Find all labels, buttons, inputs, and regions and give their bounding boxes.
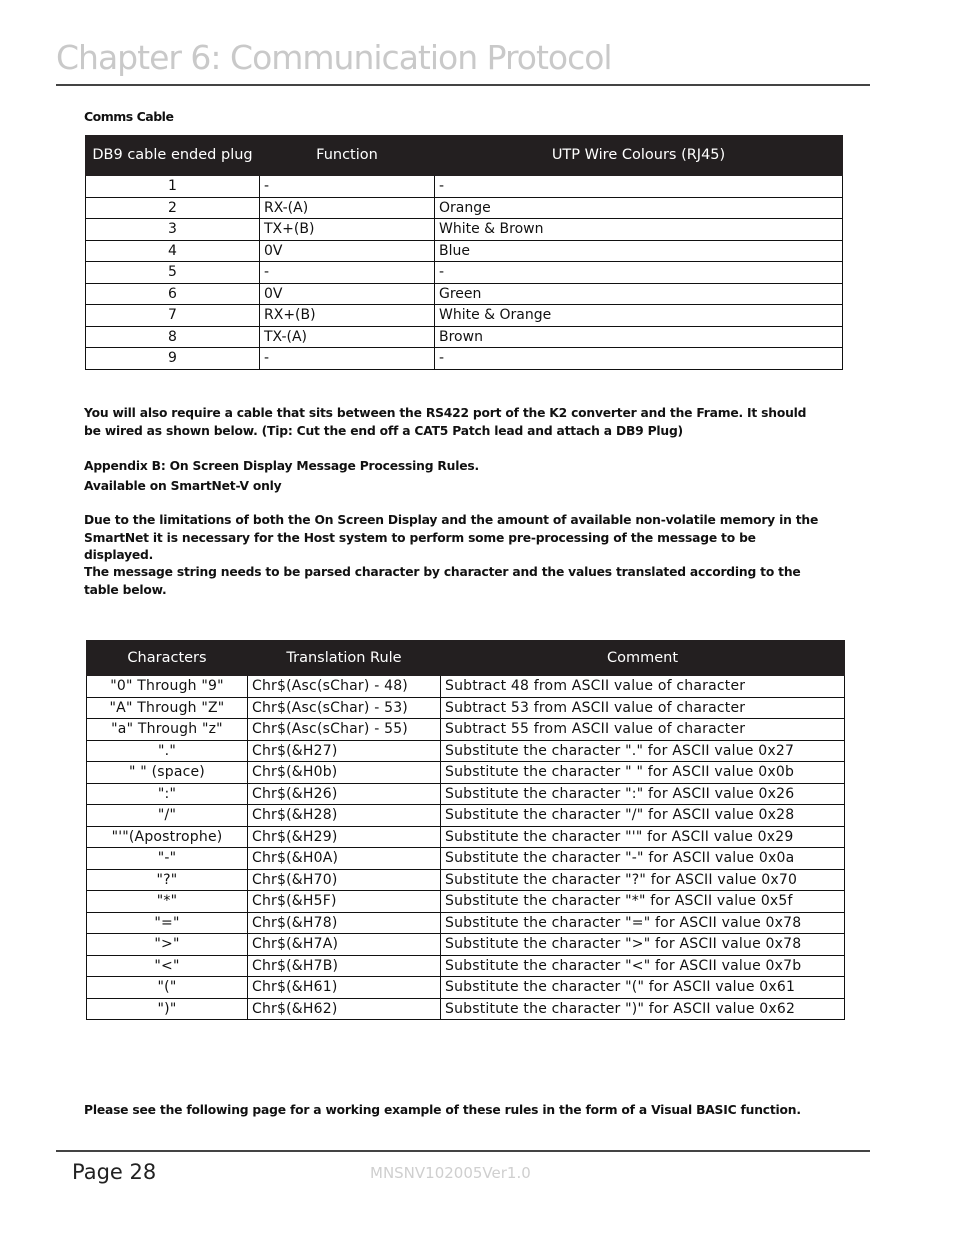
cell-characters: "?"	[87, 869, 248, 891]
column-header-comment: Comment	[441, 641, 845, 676]
cell-translation-rule: Chr$(&H62)	[248, 998, 441, 1020]
cell-db9-pin: 3	[86, 219, 260, 241]
cell-characters: "0" Through "9"	[87, 676, 248, 698]
cable-table-row	[86, 219, 843, 241]
cell-translation-rule: Chr$(&H61)	[248, 977, 441, 999]
translation-table-row	[87, 848, 845, 870]
cell-db9-pin: 4	[86, 240, 260, 262]
translation-table-row	[87, 891, 845, 913]
cell-translation-rule: Chr$(&H28)	[248, 805, 441, 827]
cable-table-row	[86, 283, 843, 305]
cell-utp-colour: Green	[435, 283, 843, 305]
comms-cable-table	[85, 135, 843, 370]
cell-characters: "-"	[87, 848, 248, 870]
translation-table-row	[87, 998, 845, 1020]
cell-comment: Substitute the character "'" for ASCII value 0x29	[441, 826, 845, 848]
column-header-db9: DB9 cable ended plug	[86, 136, 260, 176]
cable-table-row	[86, 305, 843, 327]
cell-characters: "*"	[87, 891, 248, 913]
parse-note-paragraph: The message string needs to be parsed character by character and the values translated according to the table below.	[84, 565, 801, 597]
cell-comment: Substitute the character " " for ASCII value 0x0b	[441, 762, 845, 784]
cell-translation-rule: Chr$(&H7B)	[248, 955, 441, 977]
cell-function: 0V	[260, 240, 435, 262]
cell-utp-colour: -	[435, 348, 843, 370]
cell-utp-colour: White & Brown	[435, 219, 843, 241]
cell-function: -	[260, 348, 435, 370]
translation-table-row	[87, 719, 845, 741]
column-header-function: Function	[260, 136, 435, 176]
cell-db9-pin: 6	[86, 283, 260, 305]
cell-db9-pin: 2	[86, 197, 260, 219]
comms-cable-label: Comms Cable	[84, 109, 174, 124]
column-header-translation-rule: Translation Rule	[248, 641, 441, 676]
cell-comment: Substitute the character ":" for ASCII value 0x26	[441, 783, 845, 805]
cell-translation-rule: Chr$(Asc(sChar) - 55)	[248, 719, 441, 741]
translation-table-row	[87, 676, 845, 698]
cell-utp-colour: White & Orange	[435, 305, 843, 327]
translation-table-row	[87, 805, 845, 827]
translation-table-row	[87, 869, 845, 891]
cell-db9-pin: 7	[86, 305, 260, 327]
column-header-utp-colours: UTP Wire Colours (RJ45)	[435, 136, 843, 176]
footer-divider	[56, 1150, 870, 1152]
cell-function: 0V	[260, 283, 435, 305]
cable-table-row	[86, 348, 843, 370]
cell-characters: "a" Through "z"	[87, 719, 248, 741]
limitations-paragraph: Due to the limitations of both the On Screen Display and the amount of available non-volatile memory in the SmartNet it is necessary for the Host system to perform some pre-processing of the message to be displayed.	[84, 513, 819, 562]
column-header-characters: Characters	[87, 641, 248, 676]
cell-comment: Substitute the character "-" for ASCII value 0x0a	[441, 848, 845, 870]
cell-characters: ":"	[87, 783, 248, 805]
translation-table-row	[87, 912, 845, 934]
cell-comment: Substitute the character "?" for ASCII value 0x70	[441, 869, 845, 891]
cell-utp-colour: -	[435, 176, 843, 198]
translation-table-row	[87, 955, 845, 977]
cell-utp-colour: Brown	[435, 326, 843, 348]
appendix-title-line1: Appendix B: On Screen Display Message Processing Rules.	[84, 459, 479, 473]
cell-characters: "="	[87, 912, 248, 934]
cell-comment: Substitute the character "(" for ASCII value 0x61	[441, 977, 845, 999]
cell-utp-colour: Orange	[435, 197, 843, 219]
cell-characters: "<"	[87, 955, 248, 977]
header-divider	[56, 84, 870, 86]
cell-translation-rule: Chr$(&H5F)	[248, 891, 441, 913]
cell-comment: Subtract 55 from ASCII value of character	[441, 719, 845, 741]
cell-comment: Substitute the character "." for ASCII value 0x27	[441, 740, 845, 762]
cable-table-row	[86, 262, 843, 284]
document-id: MNSNV102005Ver1.0	[370, 1164, 531, 1182]
cable-note-paragraph: You will also require a cable that sits between the RS422 port of the K2 converter and the Frame. It should be wired as shown below. (Tip: Cut the end off a CAT5 Patch lead and attach a DB9 Plug)	[84, 406, 807, 438]
cable-table-row	[86, 240, 843, 262]
cable-table-row	[86, 197, 843, 219]
cell-comment: Substitute the character "/" for ASCII value 0x28	[441, 805, 845, 827]
cell-translation-rule: Chr$(&H29)	[248, 826, 441, 848]
translation-table-row	[87, 826, 845, 848]
translation-table-row	[87, 740, 845, 762]
cell-db9-pin: 1	[86, 176, 260, 198]
cell-translation-rule: Chr$(Asc(sChar) - 48)	[248, 676, 441, 698]
cell-utp-colour: Blue	[435, 240, 843, 262]
cell-characters: "A" Through "Z"	[87, 697, 248, 719]
cell-function: RX+(B)	[260, 305, 435, 327]
cell-function: -	[260, 262, 435, 284]
cell-translation-rule: Chr$(&H27)	[248, 740, 441, 762]
comms-cable-header-row	[86, 136, 843, 176]
cell-db9-pin: 9	[86, 348, 260, 370]
appendix-title-line2: Available on SmartNet-V only	[84, 479, 282, 493]
cell-function: TX+(B)	[260, 219, 435, 241]
cell-function: RX-(A)	[260, 197, 435, 219]
cell-translation-rule: Chr$(&H7A)	[248, 934, 441, 956]
cell-translation-rule: Chr$(&H78)	[248, 912, 441, 934]
cell-function: -	[260, 176, 435, 198]
cell-db9-pin: 5	[86, 262, 260, 284]
cell-db9-pin: 8	[86, 326, 260, 348]
translation-table-row	[87, 934, 845, 956]
cell-characters: "/"	[87, 805, 248, 827]
page-number: Page 28	[72, 1160, 157, 1184]
cell-comment: Substitute the character "=" for ASCII value 0x78	[441, 912, 845, 934]
cell-comment: Substitute the character ">" for ASCII value 0x78	[441, 934, 845, 956]
translation-table	[86, 640, 845, 1020]
translation-table-row	[87, 977, 845, 999]
translation-table-row	[87, 762, 845, 784]
cell-comment: Substitute the character "<" for ASCII value 0x7b	[441, 955, 845, 977]
chapter-title: Chapter 6: Communication Protocol	[56, 38, 612, 77]
translation-header-row	[87, 641, 845, 676]
cable-table-row	[86, 326, 843, 348]
cell-comment: Subtract 53 from ASCII value of character	[441, 697, 845, 719]
cell-comment: Substitute the character ")" for ASCII value 0x62	[441, 998, 845, 1020]
translation-table-row	[87, 697, 845, 719]
cell-characters: "("	[87, 977, 248, 999]
following-page-note: Please see the following page for a working example of these rules in the form of a Visual BASIC function.	[84, 1103, 801, 1117]
cable-table-row	[86, 176, 843, 198]
cell-translation-rule: Chr$(&H0b)	[248, 762, 441, 784]
cell-characters: ">"	[87, 934, 248, 956]
cell-comment: Substitute the character "*" for ASCII value 0x5f	[441, 891, 845, 913]
cell-translation-rule: Chr$(&H0A)	[248, 848, 441, 870]
cell-characters: ")"	[87, 998, 248, 1020]
cell-characters: "."	[87, 740, 248, 762]
cell-function: TX-(A)	[260, 326, 435, 348]
cell-characters: " " (space)	[87, 762, 248, 784]
cell-characters: "'"(Apostrophe)	[87, 826, 248, 848]
translation-table-row	[87, 783, 845, 805]
cell-utp-colour: -	[435, 262, 843, 284]
cell-translation-rule: Chr$(Asc(sChar) - 53)	[248, 697, 441, 719]
cell-translation-rule: Chr$(&H70)	[248, 869, 441, 891]
cell-translation-rule: Chr$(&H26)	[248, 783, 441, 805]
cell-comment: Subtract 48 from ASCII value of character	[441, 676, 845, 698]
